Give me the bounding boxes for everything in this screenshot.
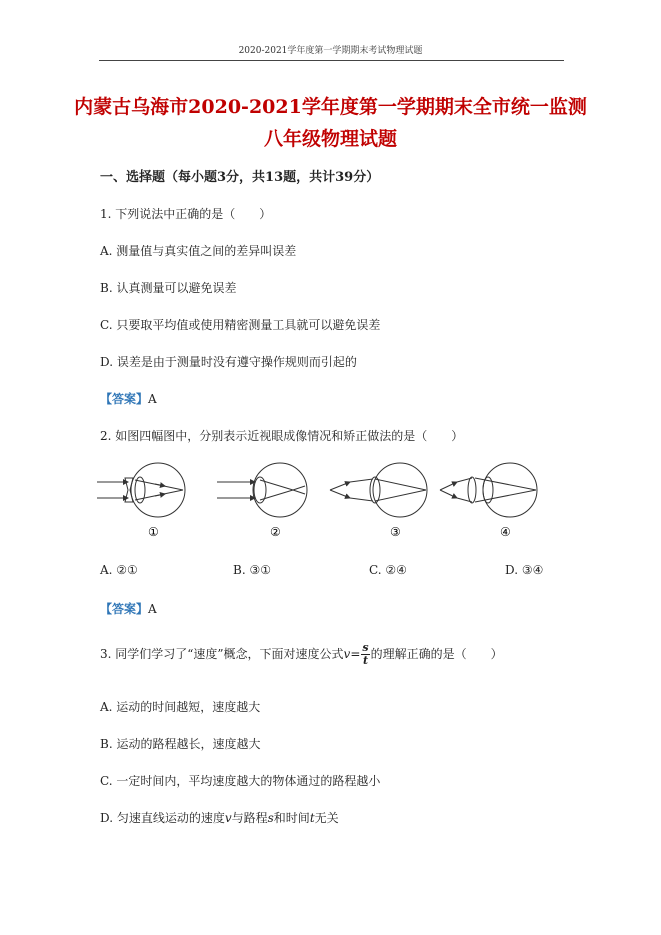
q2-option-c: C. ②④ <box>369 563 407 577</box>
document-title-line2: 八年级物理试题 <box>263 128 397 150</box>
formula-v: v= <box>343 647 361 661</box>
figure-label-2: ② <box>270 525 281 539</box>
q3-option-b: B. 运动的路程越长，速度越大 <box>100 737 261 751</box>
figure-label-1: ① <box>148 525 159 539</box>
q1-option-d: D. 误差是由于测量时没有遵守操作规则而引起的 <box>100 355 357 369</box>
q2-option-b: B. ③① <box>233 563 271 577</box>
formula-denominator: t <box>362 654 369 667</box>
figure-label-3: ③ <box>390 525 401 539</box>
eye-diagram-figure <box>95 460 555 542</box>
q1-option-c: C. 只要取平均值或使用精密测量工具就可以避免误差 <box>100 318 381 332</box>
eye-diagram-3 <box>330 463 427 517</box>
figure-label-4: ④ <box>500 525 511 539</box>
answer-value: A <box>148 602 157 616</box>
q3-optd-part1: D. 匀速直线运动的速度 <box>100 811 225 825</box>
answer-tag: 【答案】 <box>100 602 149 616</box>
q1-option-a: A. 测量值与真实值之间的差异叫误差 <box>100 244 297 258</box>
q3-optd-part3: 和时间 <box>273 811 310 825</box>
speed-formula <box>343 641 371 667</box>
q3-stem-post: 的理解正确的是（ ） <box>370 647 503 661</box>
q2-option-a: A. ②① <box>100 563 138 577</box>
q3-option-d <box>100 809 339 826</box>
q3-option-a: A. 运动的时间越短，速度越大 <box>100 700 261 714</box>
q3-stem-pre: 3. 同学们学习了“速度”概念，下面对速度公式 <box>100 647 344 661</box>
q3-optd-part2: 与路程 <box>231 811 268 825</box>
formula-numerator: s <box>362 641 369 654</box>
q2-option-d: D. ③④ <box>505 563 544 577</box>
eye-diagram-4 <box>440 463 537 517</box>
q3-stem <box>100 642 503 667</box>
q3-option-c: C. 一定时间内，平均速度越大的物体通过的路程越小 <box>100 774 381 788</box>
q3-optd-part4: 无关 <box>314 811 339 825</box>
section-heading: 一、选择题（每小题3分，共13题，共计39分） <box>100 170 380 185</box>
header-rule <box>99 60 564 61</box>
q1-option-b: B. 认真测量可以避免误差 <box>100 281 237 295</box>
document-title-line1: 内蒙古乌海市2020-2021学年度第一学期期末全市统一监测 <box>74 96 587 118</box>
q2-answer <box>100 600 157 617</box>
q2-stem: 2. 如图四幅图中，分别表示近视眼成像情况和矫正做法的是（ ） <box>100 429 464 443</box>
running-header: 2020-2021学年度第一学期期末考试物理试题 <box>238 46 423 56</box>
q1-stem: 1. 下列说法中正确的是（ ） <box>100 207 272 221</box>
eye-diagram-1 <box>97 463 185 517</box>
var-t: t <box>309 811 315 825</box>
var-v: v <box>224 811 232 825</box>
answer-value: A <box>148 392 157 406</box>
formula-fraction <box>361 642 369 667</box>
eye-diagram-2 <box>217 463 307 517</box>
answer-tag: 【答案】 <box>100 392 149 406</box>
q1-answer <box>100 390 157 407</box>
var-s: s <box>267 811 274 825</box>
